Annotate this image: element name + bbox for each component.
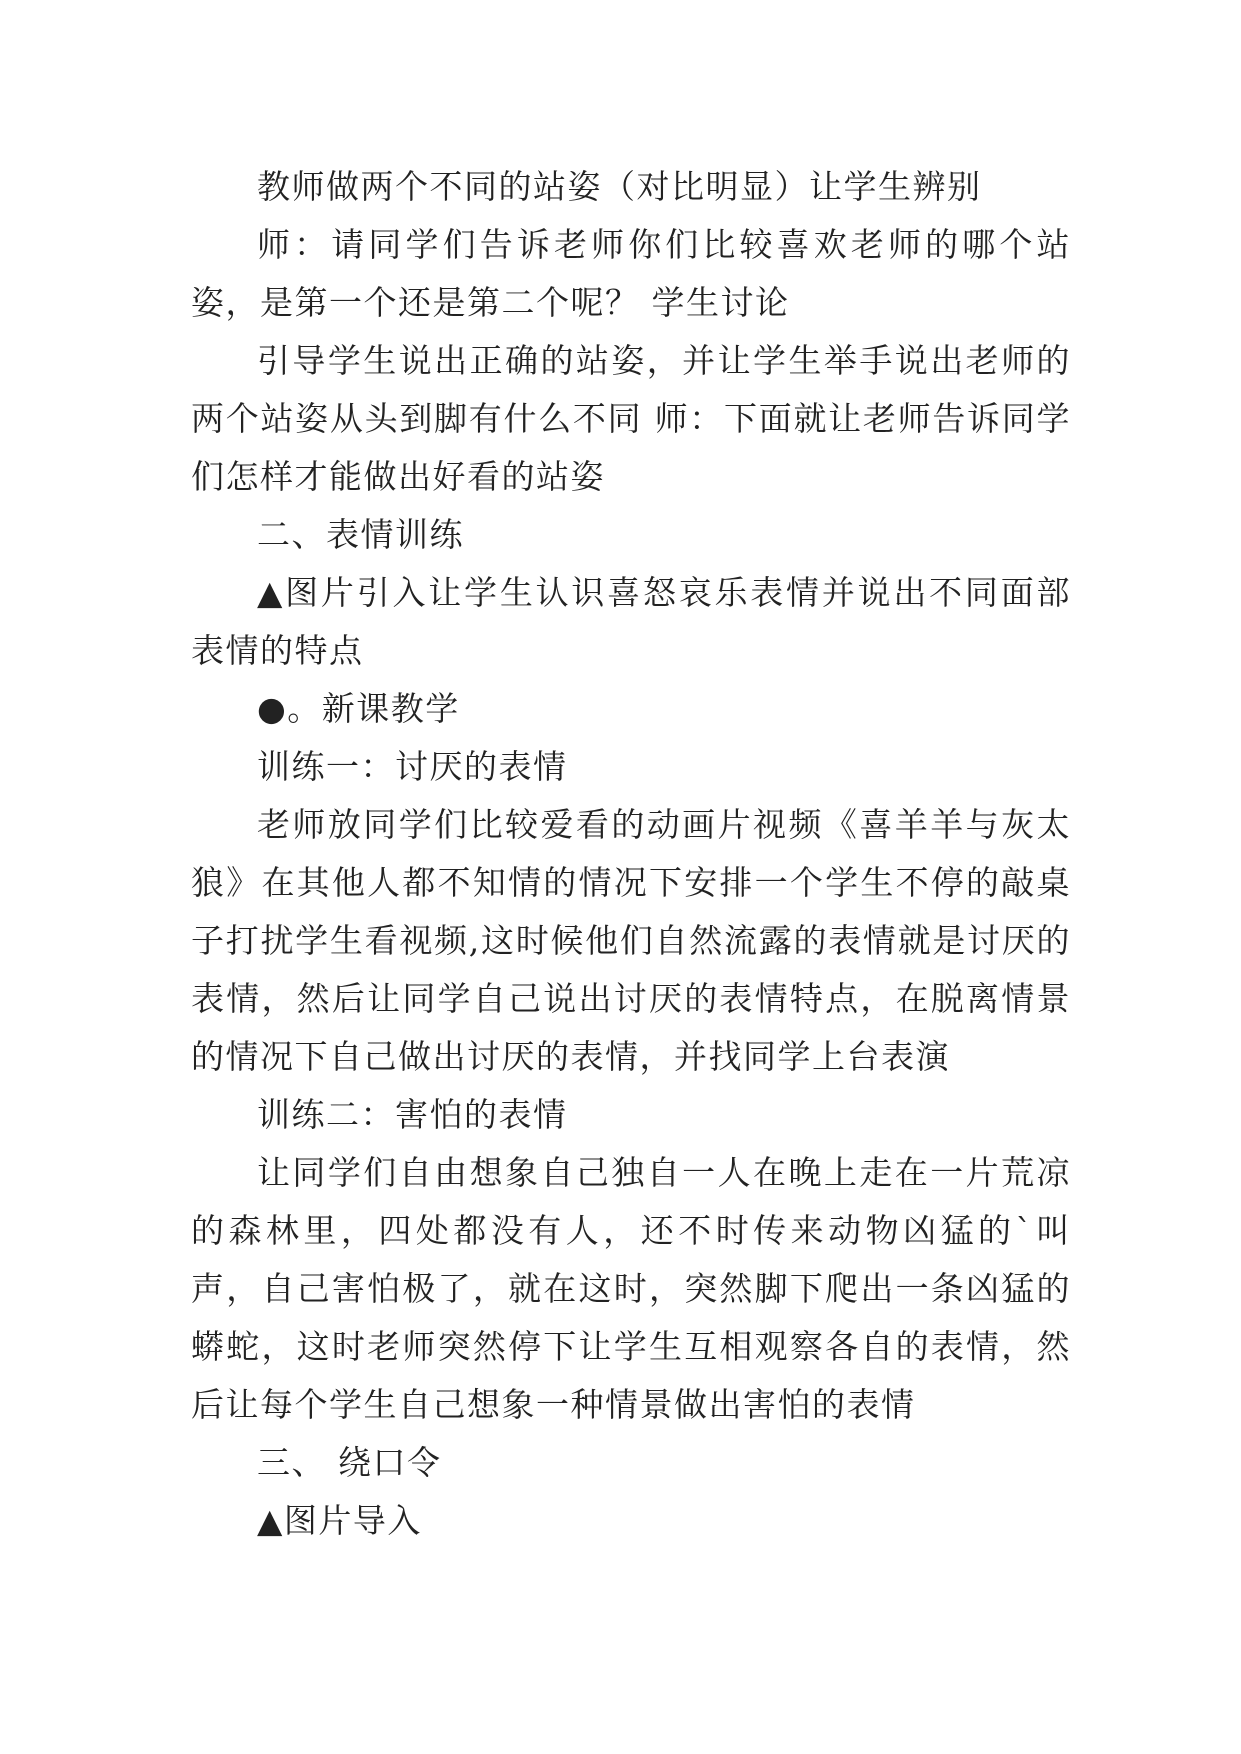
paragraph-teacher-question: 师：请同学们告诉老师你们比较喜欢老师的哪个站姿，是第一个还是第二个呢？ 学生讨论 <box>191 225 1071 322</box>
paragraph-picture-import: ▲图片导入 <box>257 1501 422 1540</box>
section-heading-tongue-twister: 三、 绕口令 <box>257 1443 442 1482</box>
subheading-training-two: 训练二：害怕的表情 <box>257 1095 568 1134</box>
paragraph-training-one: 老师放同学们比较爱看的动画片视频《喜羊羊与灰太狼》在其他人都不知情的情况下安排一个学生不停的敲桌子打扰学生看视频,这时候他们自然流露的表情就是讨厌的表情，然后让同学自己说出讨厌的表情特点，在脱离情景的情况下自己做出讨厌的表情，并找同学上台表演 <box>191 805 1071 1076</box>
section-heading-expression: 二、表情训练 <box>257 515 464 554</box>
paragraph-new-lesson: ●。新课教学 <box>257 689 460 728</box>
paragraph-standing-demo: 教师做两个不同的站姿（对比明显）让学生辨别 <box>257 167 982 206</box>
paragraph-training-two: 让同学们自由想象自己独自一人在晚上走在一片荒凉的森林里，四处都没有人，还不时传来动物凶猛的`叫声，自己害怕极了，就在这时，突然脚下爬出一条凶猛的蟒蛇，这时老师突然停下让学生互相观察各自的表情，然后让每个学生自己想象一种情景做出害怕的表情 <box>191 1153 1071 1424</box>
paragraph-picture-intro: ▲图片引入让学生认识喜怒哀乐表情并说出不同面部表情的特点 <box>191 573 1071 670</box>
subheading-training-one: 训练一：讨厌的表情 <box>257 747 568 786</box>
document-body <box>191 158 1071 1550</box>
paragraph-guide-students: 引导学生说出正确的站姿，并让学生举手说出老师的两个站姿从头到脚有什么不同 师：下面就让老师告诉同学们怎样才能做出好看的站姿 <box>191 341 1071 496</box>
